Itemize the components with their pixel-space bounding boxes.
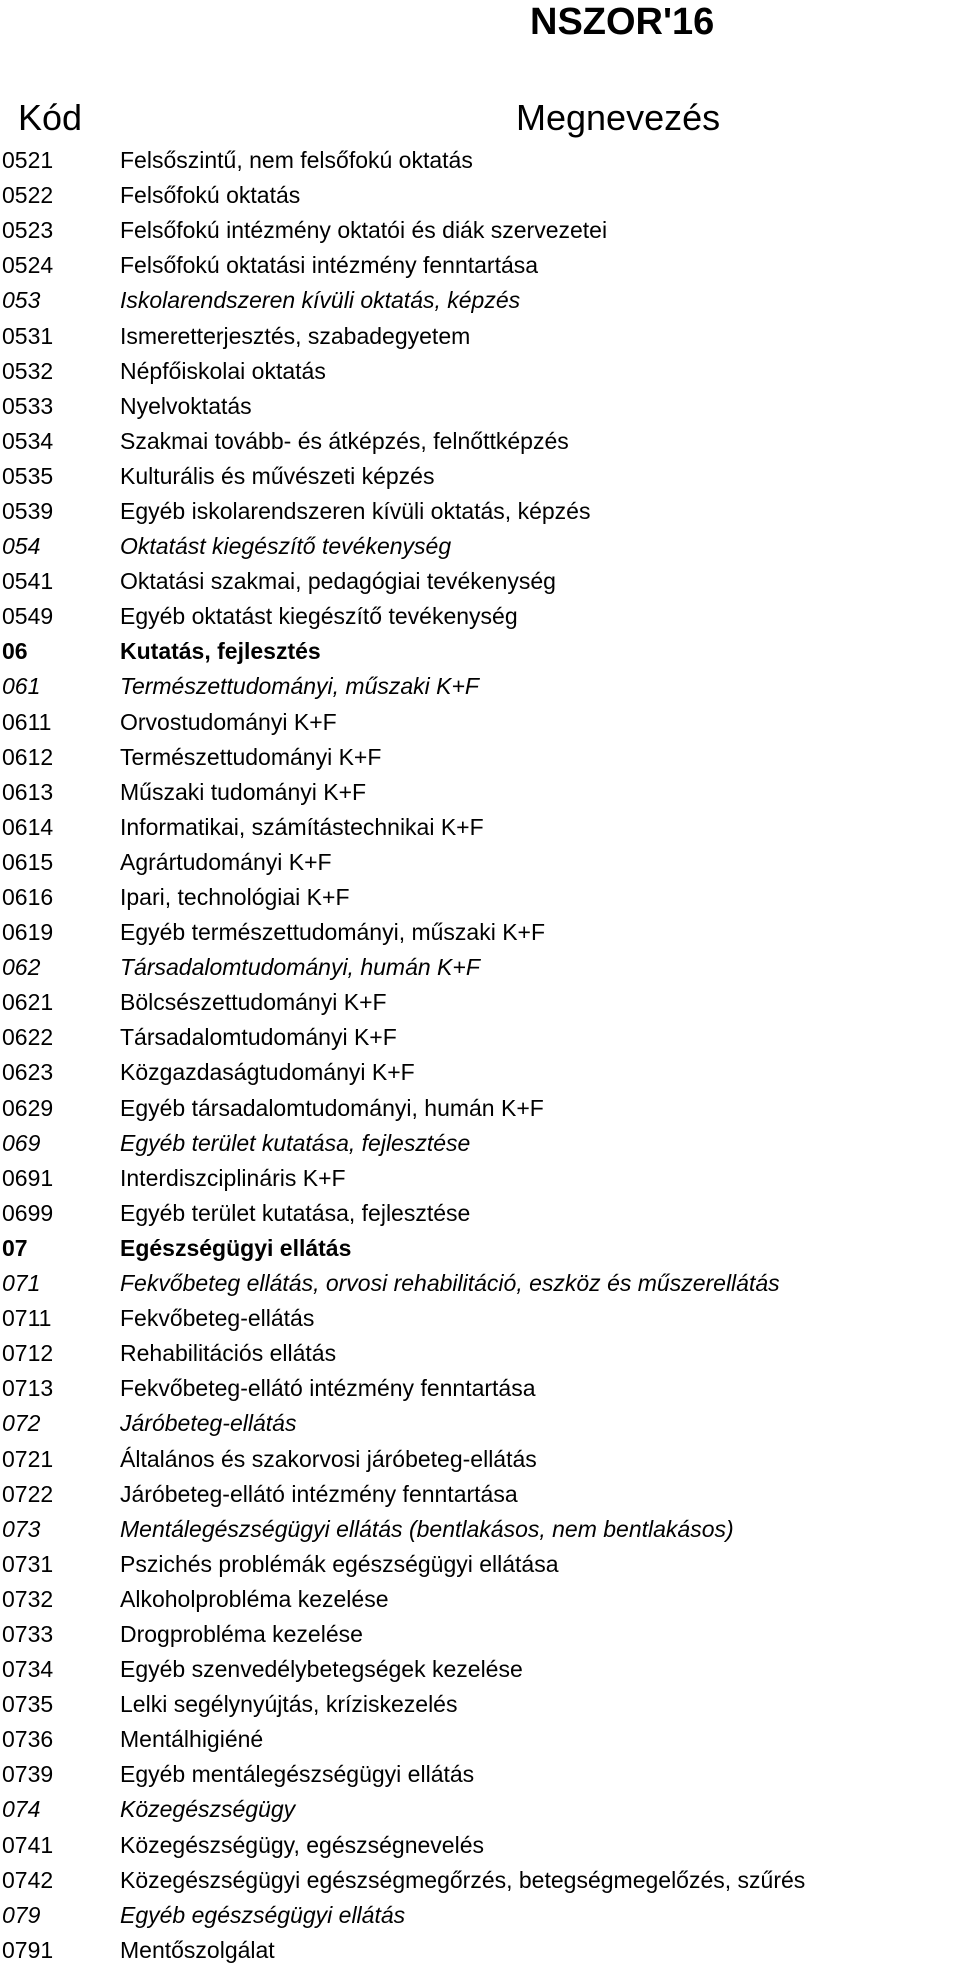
row-code: 0742 bbox=[2, 1866, 54, 1893]
row-name: Egyéb szenvedélybetegségek kezelése bbox=[120, 1656, 523, 1683]
row-name: Egyéb mentálegészségügyi ellátás bbox=[120, 1761, 475, 1788]
row-code: 0691 bbox=[2, 1164, 54, 1191]
row-name: Kulturális és művészeti képzés bbox=[120, 462, 435, 489]
table-row bbox=[0, 1020, 960, 1055]
table-row bbox=[0, 1687, 960, 1722]
table-row bbox=[0, 775, 960, 810]
table-row bbox=[0, 318, 960, 353]
row-name: Fekvőbeteg-ellátó intézmény fenntartása bbox=[120, 1375, 536, 1402]
row-code: 0613 bbox=[2, 778, 54, 805]
row-code: 0549 bbox=[2, 603, 54, 630]
row-name: Mentőszolgálat bbox=[120, 1936, 275, 1963]
row-code: 071 bbox=[2, 1270, 41, 1297]
row-name: Felsőfokú oktatási intézmény fenntartása bbox=[120, 252, 539, 279]
name-column-header: Megnevezés bbox=[516, 97, 721, 138]
row-name: Szakmai tovább- és átképzés, felnőttképzés bbox=[120, 427, 569, 454]
row-code: 0532 bbox=[2, 357, 54, 384]
table-row bbox=[0, 1336, 960, 1371]
table-row bbox=[0, 354, 960, 389]
table-row bbox=[0, 740, 960, 775]
table-row bbox=[0, 705, 960, 740]
row-name: Iskolarendszeren kívüli oktatás, képzés bbox=[120, 287, 521, 314]
table-row bbox=[0, 1126, 960, 1161]
row-name: Felsőfokú intézmény oktatói és diák szervezetei bbox=[120, 217, 608, 244]
table-row bbox=[0, 529, 960, 564]
row-name: Mentálhigiéné bbox=[120, 1726, 264, 1753]
row-name: Agrártudományi K+F bbox=[120, 848, 332, 875]
row-code: 0619 bbox=[2, 919, 54, 946]
row-name: Egyéb természettudományi, műszaki K+F bbox=[120, 919, 546, 946]
row-code: 0739 bbox=[2, 1761, 54, 1788]
row-code: 0521 bbox=[2, 147, 54, 174]
row-name: Közegészségügy, egészségnevelés bbox=[120, 1831, 484, 1858]
row-code: 0735 bbox=[2, 1691, 54, 1718]
row-code: 0524 bbox=[2, 252, 54, 279]
table-row bbox=[0, 178, 960, 213]
table-row bbox=[0, 1863, 960, 1898]
row-name: Társadalomtudományi K+F bbox=[120, 1024, 397, 1051]
row-name: Nyelvoktatás bbox=[120, 392, 252, 419]
table-row bbox=[0, 1231, 960, 1266]
table-row bbox=[0, 1547, 960, 1582]
row-code: 0623 bbox=[2, 1059, 54, 1086]
table-row bbox=[0, 424, 960, 459]
row-name: Általános és szakorvosi járóbeteg-ellátás bbox=[120, 1445, 537, 1472]
row-name: Egészségügyi ellátás bbox=[120, 1234, 352, 1261]
table-row bbox=[0, 389, 960, 424]
row-name: Orvostudományi K+F bbox=[120, 708, 337, 735]
row-code: 0629 bbox=[2, 1094, 54, 1121]
table-row bbox=[0, 1757, 960, 1792]
row-name: Alkoholprobléma kezelése bbox=[120, 1585, 389, 1612]
row-name: Társadalomtudományi, humán K+F bbox=[120, 954, 480, 981]
table-row bbox=[0, 915, 960, 950]
table-row bbox=[0, 143, 960, 178]
table-row bbox=[0, 599, 960, 634]
row-name: Egyéb iskolarendszeren kívüli oktatás, képzés bbox=[120, 497, 591, 524]
row-code: 0535 bbox=[2, 462, 54, 489]
row-name: Ipari, technológiai K+F bbox=[120, 884, 350, 911]
table-row bbox=[0, 1792, 960, 1827]
row-name: Fekvőbeteg-ellátás bbox=[120, 1305, 315, 1332]
row-code: 0622 bbox=[2, 1024, 54, 1051]
table-row bbox=[0, 880, 960, 915]
row-name: Kutatás, fejlesztés bbox=[120, 638, 321, 665]
row-code: 069 bbox=[2, 1129, 41, 1156]
row-name: Közgazdaságtudományi K+F bbox=[120, 1059, 415, 1086]
table-row bbox=[0, 1301, 960, 1336]
table-row bbox=[0, 669, 960, 704]
row-code: 0539 bbox=[2, 497, 54, 524]
row-name: Járóbeteg-ellátó intézmény fenntartása bbox=[120, 1480, 518, 1507]
row-name: Lelki segélynyújtás, kríziskezelés bbox=[120, 1691, 458, 1718]
table-row bbox=[0, 1371, 960, 1406]
row-name: Mentálegészségügyi ellátás (bentlakásos, nem bentlakásos) bbox=[120, 1515, 734, 1542]
row-name: Járóbeteg-ellátás bbox=[120, 1410, 297, 1437]
row-name: Természettudományi, műszaki K+F bbox=[120, 673, 479, 700]
row-code: 0699 bbox=[2, 1199, 54, 1226]
row-code: 0721 bbox=[2, 1445, 54, 1472]
row-name: Egyéb oktatást kiegészítő tevékenység bbox=[120, 603, 518, 630]
row-code: 0722 bbox=[2, 1480, 54, 1507]
row-code: 0615 bbox=[2, 848, 54, 875]
row-code: 0533 bbox=[2, 392, 54, 419]
row-code: 0734 bbox=[2, 1656, 54, 1683]
row-code: 053 bbox=[2, 287, 41, 314]
table-row bbox=[0, 1828, 960, 1863]
table-row bbox=[0, 810, 960, 845]
row-name: Interdiszciplináris K+F bbox=[120, 1164, 346, 1191]
table-row bbox=[0, 459, 960, 494]
row-code: 074 bbox=[2, 1796, 41, 1823]
row-name: Népfőiskolai oktatás bbox=[120, 357, 326, 384]
table-row bbox=[0, 985, 960, 1020]
row-name: Egyéb társadalomtudományi, humán K+F bbox=[120, 1094, 544, 1121]
row-code: 0712 bbox=[2, 1340, 54, 1367]
table-row bbox=[0, 1196, 960, 1231]
row-name: Rehabilitációs ellátás bbox=[120, 1340, 337, 1367]
row-code: 054 bbox=[2, 533, 41, 560]
table-row bbox=[0, 248, 960, 283]
row-name: Egyéb terület kutatása, fejlesztése bbox=[120, 1199, 471, 1226]
row-code: 0731 bbox=[2, 1550, 54, 1577]
row-name: Oktatási szakmai, pedagógiai tevékenység bbox=[120, 568, 556, 595]
row-code: 0612 bbox=[2, 743, 54, 770]
table-row bbox=[0, 283, 960, 318]
row-code: 06 bbox=[2, 638, 28, 665]
row-code: 0621 bbox=[2, 989, 54, 1016]
row-code: 0741 bbox=[2, 1831, 54, 1858]
code-column-header: Kód bbox=[18, 97, 83, 138]
document-title: NSZOR'16 bbox=[530, 1, 715, 43]
row-name: Informatikai, számítástechnikai K+F bbox=[120, 813, 484, 840]
row-code: 0713 bbox=[2, 1375, 54, 1402]
row-code: 0614 bbox=[2, 813, 54, 840]
table-row bbox=[0, 1477, 960, 1512]
row-code: 0733 bbox=[2, 1620, 54, 1647]
row-name: Természettudományi K+F bbox=[120, 743, 382, 770]
row-code: 0736 bbox=[2, 1726, 54, 1753]
classification-table bbox=[0, 143, 960, 1968]
table-row bbox=[0, 564, 960, 599]
table-row bbox=[0, 634, 960, 669]
table-row bbox=[0, 950, 960, 985]
row-name: Közegészségügy bbox=[120, 1796, 296, 1823]
table-row bbox=[0, 1722, 960, 1757]
table-row bbox=[0, 845, 960, 880]
row-code: 0531 bbox=[2, 322, 54, 349]
row-name: Fekvőbeteg ellátás, orvosi rehabilitáció, eszköz és műszerellátás bbox=[120, 1270, 780, 1297]
row-code: 0534 bbox=[2, 427, 54, 454]
table-row bbox=[0, 1266, 960, 1301]
row-name: Felsőszintű, nem felsőfokú oktatás bbox=[120, 147, 473, 174]
row-code: 061 bbox=[2, 673, 41, 700]
table-row bbox=[0, 1406, 960, 1441]
row-name: Felsőfokú oktatás bbox=[120, 182, 301, 209]
row-name: Közegészségügyi egészségmegőrzés, betegségmegelőzés, szűrés bbox=[120, 1866, 806, 1893]
table-row bbox=[0, 1055, 960, 1090]
row-code: 07 bbox=[2, 1234, 28, 1261]
row-code: 0791 bbox=[2, 1936, 54, 1963]
row-name: Egyéb terület kutatása, fejlesztése bbox=[120, 1129, 471, 1156]
table-row bbox=[0, 1441, 960, 1476]
table-row bbox=[0, 1933, 960, 1968]
table-row bbox=[0, 1091, 960, 1126]
table-row bbox=[0, 1898, 960, 1933]
row-name: Ismeretterjesztés, szabadegyetem bbox=[120, 322, 471, 349]
table-row bbox=[0, 1582, 960, 1617]
row-code: 079 bbox=[2, 1901, 41, 1928]
row-name: Pszichés problémák egészségügyi ellátása bbox=[120, 1550, 559, 1577]
table-row bbox=[0, 1617, 960, 1652]
row-code: 0541 bbox=[2, 568, 54, 595]
row-name: Drogprobléma kezelése bbox=[120, 1620, 363, 1647]
row-code: 0732 bbox=[2, 1585, 54, 1612]
row-code: 0616 bbox=[2, 884, 54, 911]
row-code: 0522 bbox=[2, 182, 54, 209]
table-row bbox=[0, 1512, 960, 1547]
row-code: 0523 bbox=[2, 217, 54, 244]
row-name: Bölcsészettudományi K+F bbox=[120, 989, 387, 1016]
row-code: 073 bbox=[2, 1515, 41, 1542]
row-code: 062 bbox=[2, 954, 41, 981]
row-name: Egyéb egészségügyi ellátás bbox=[120, 1901, 406, 1928]
table-row bbox=[0, 494, 960, 529]
row-name: Műszaki tudományi K+F bbox=[120, 778, 367, 805]
table-row bbox=[0, 213, 960, 248]
row-code: 0611 bbox=[2, 708, 52, 735]
table-row bbox=[0, 1652, 960, 1687]
row-name: Oktatást kiegészítő tevékenység bbox=[120, 533, 452, 560]
table-row bbox=[0, 1161, 960, 1196]
row-code: 072 bbox=[2, 1410, 41, 1437]
row-code: 0711 bbox=[2, 1305, 52, 1332]
